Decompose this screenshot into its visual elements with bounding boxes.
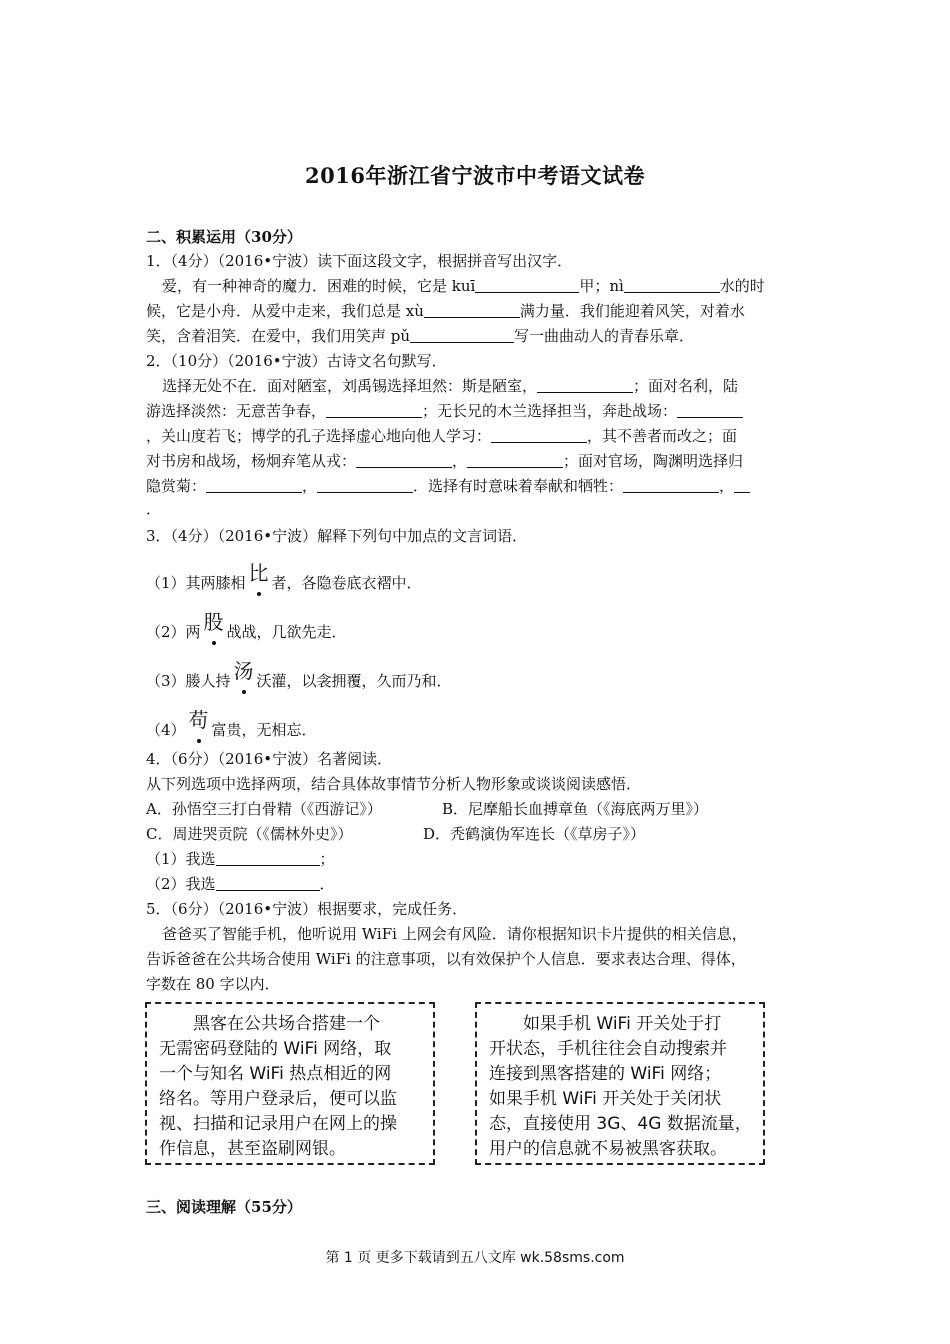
q2-line-3 — [146, 425, 737, 447]
q5-line-3: 字数在 80 字以内． — [146, 975, 280, 993]
answer-blank[interactable] — [216, 874, 320, 891]
q2-text: ， — [302, 477, 318, 495]
answer-blank[interactable] — [424, 301, 520, 318]
q1-line-1 — [162, 275, 765, 297]
q3-text: （2）两 — [146, 623, 201, 641]
q2-text: ，其不善者而改之；面 — [587, 427, 738, 445]
q4-text: ； — [319, 850, 335, 868]
q1-text: 水的时 — [719, 277, 765, 295]
q4-intro: 从下列选项中选择两项，结合具体故事情节分析人物形象或谈谈阅读感悟． — [146, 775, 642, 793]
q2-line-4 — [146, 450, 743, 472]
q4-select-2 — [146, 873, 335, 895]
q3-item-1 — [146, 562, 422, 594]
q3-heading: 3．（4分）（2016•宁波）解释下列句中加点的文言词语． — [146, 527, 528, 545]
q2-text: 游选择淡然：无意苦争春， — [146, 402, 327, 420]
q2-text: 选择无处不在．面对陋室，刘禹锡选择坦然：斯是陋室， — [162, 377, 538, 395]
answer-blank[interactable] — [216, 849, 320, 866]
q5-line-2: 告诉爸爸在公共场合使用 WiFi 的注意事项，以有效保护个人信息．要求表达合理、得体， — [146, 950, 746, 968]
dotted-word: 汤 — [233, 659, 254, 683]
q3-text: 战战，几欲先走． — [226, 623, 347, 641]
answer-blank[interactable] — [475, 276, 579, 293]
q3-text: （4） — [146, 721, 186, 739]
q3-item-2 — [146, 611, 347, 643]
section-2-heading: 二、积累运用（30分） — [146, 228, 302, 246]
q4-text: （1）我选 — [146, 850, 216, 868]
answer-blank[interactable] — [206, 476, 302, 493]
card-line: 开状态，手机往往会自动搜索并 — [489, 1039, 727, 1059]
q3-text: （1）其两膝相 — [146, 574, 246, 592]
answer-blank[interactable] — [623, 476, 719, 493]
answer-blank[interactable] — [537, 376, 633, 393]
card-line: 连接到黑客搭建的 WiFi 网络； — [489, 1064, 722, 1084]
q2-line-6: ． — [146, 500, 162, 518]
q1-heading: 1．（4分）（2016•宁波）读下面这段文字，根据拼音写出汉字． — [146, 252, 573, 270]
answer-blank[interactable] — [317, 476, 413, 493]
q2-heading: 2．（10分）（2016•宁波）古诗文名句默写． — [146, 352, 447, 370]
q3-text: 者，各隐卷底衣褶中． — [271, 574, 422, 592]
dotted-word: 比 — [248, 561, 269, 585]
answer-blank[interactable] — [410, 326, 514, 343]
q2-text: ；面对名利，陆 — [633, 377, 739, 395]
q1-line-2 — [146, 300, 745, 322]
q3-text: （3）媵人持 — [146, 672, 231, 690]
q2-text: ．选择有时意味着奉献和牺牲： — [413, 477, 624, 495]
q4-option-a: A．孙悟空三打白骨精（《西游记》） — [146, 800, 382, 818]
card-line: 视、扫描和记录用户在网上的操 — [159, 1114, 397, 1134]
q3-text: 沃灌，以衾拥覆，久而乃和． — [256, 672, 452, 690]
card-line: 用户的信息就不易被黑客获取。 — [489, 1139, 727, 1159]
card-line: 如果手机 WiFi 开关处于关闭状 — [489, 1089, 722, 1109]
q2-text: ；面对官场，陶渊明选择归 — [563, 452, 744, 470]
q4-option-d: D．秃鹤演伪军连长（《草房子》） — [423, 825, 646, 843]
q2-line-5 — [146, 475, 750, 497]
q5-heading: 5．（6分）（2016•宁波）根据要求，完成任务． — [146, 900, 468, 918]
q1-text: 笑，含着泪笑．在爱中，我们用笑声 pǔ — [146, 327, 411, 345]
q4-select-1 — [146, 848, 335, 870]
q1-text: 甲；nì — [579, 277, 624, 295]
q4-text: ． — [319, 875, 335, 893]
q5-line-1: 爸爸买了智能手机，他听说用 WiFi 上网会有风险．请你根据知识卡片提供的相关信息， — [162, 925, 747, 943]
answer-blank[interactable] — [734, 476, 750, 493]
q2-text: ；无长兄的木兰选择担当，奔赴战场： — [422, 402, 678, 420]
card-line: 黑客在公共场合搭建一个 — [159, 1014, 380, 1034]
page-title: 2016年浙江省宁波市中考语文试卷 — [305, 163, 645, 188]
q1-text: 候，它是小舟．从爱中走来，我们总是 xù — [146, 302, 424, 320]
q2-text: 对书房和战场，杨炯弃笔从戎： — [146, 452, 357, 470]
q4-option-b: B．尼摩船长血搏章鱼（《海底两万里》） — [442, 800, 709, 818]
q2-line-1 — [162, 375, 738, 397]
answer-blank[interactable] — [624, 276, 720, 293]
q2-text: ，关山度若飞；博学的孔子选择虚心地向他人学习： — [146, 427, 492, 445]
knowledge-card-2 — [475, 1002, 765, 1165]
card-line: 无需密码登陆的 WiFi 网络，取 — [159, 1039, 392, 1059]
q2-text: ， — [719, 477, 735, 495]
q1-text: 满力量．我们能迎着风笑，对着水 — [519, 302, 745, 320]
dotted-word: 股 — [203, 610, 224, 634]
card-line: 作信息，甚至盗刷网银。 — [159, 1139, 346, 1159]
q1-text: 写一曲曲动人的青春乐章． — [514, 327, 695, 345]
q3-item-3 — [146, 660, 452, 692]
q3-item-4 — [146, 709, 317, 741]
card-line: 一个与知名 WiFi 热点相近的网 — [159, 1064, 392, 1084]
q4-text: （2）我选 — [146, 875, 216, 893]
card-line: 如果手机 WiFi 开关处于打 — [489, 1014, 722, 1034]
q1-line-3 — [146, 325, 694, 347]
q1-text: 爱，有一种神奇的魔力．困难的时候，它是 kuī — [162, 277, 476, 295]
q3-text: 富贵，无相忘． — [211, 721, 317, 739]
card-line: 态，直接使用 3G、4G 数据流量， — [489, 1114, 752, 1134]
answer-blank[interactable] — [677, 401, 743, 418]
answer-blank[interactable] — [326, 401, 422, 418]
section-3-heading: 三、阅读理解（55分） — [146, 1198, 302, 1216]
q4-option-c: C．周进哭贡院（《儒林外史》） — [146, 825, 353, 843]
dotted-word: 苟 — [188, 708, 209, 732]
answer-blank[interactable] — [467, 451, 563, 468]
card-line: 络名。等用户登录后，便可以监 — [159, 1089, 397, 1109]
page-footer: 第 1 页 更多下载请到五八文库 wk.58sms.com — [325, 1250, 625, 1266]
q2-text: 隐赏菊： — [146, 477, 207, 495]
answer-blank[interactable] — [491, 426, 587, 443]
knowledge-card-1 — [145, 1002, 435, 1165]
answer-blank[interactable] — [356, 451, 452, 468]
q2-line-2 — [146, 400, 743, 422]
q2-text: ， — [452, 452, 468, 470]
q4-heading: 4．（6分）（2016•宁波）名著阅读． — [146, 750, 393, 768]
